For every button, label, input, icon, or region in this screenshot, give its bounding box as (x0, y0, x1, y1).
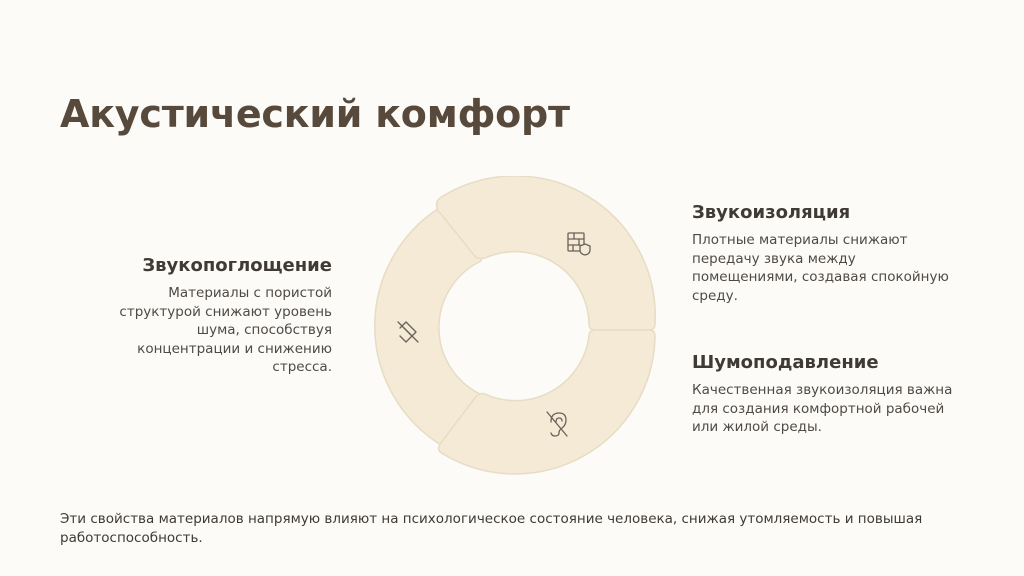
noise-reduction-block (692, 352, 962, 437)
page-title: Акустический комфорт (60, 92, 570, 136)
noise-reduction-heading: Шумоподавление (692, 352, 879, 373)
sound-insulation-text: Плотные материалы снижают передачу звука между помещениями, создавая спокойную среду. (692, 232, 949, 304)
cycle-diagram (360, 176, 670, 476)
sound-insulation-block (692, 202, 962, 305)
sound-insulation-heading: Звукоизоляция (692, 202, 851, 223)
sound-absorption-heading: Звукопоглощение (142, 255, 332, 276)
footer-note: Эти свойства материалов напрямую влияют на психологическое состояние человека, снижая утомляемость и повышая работоспособность. (60, 511, 923, 546)
noise-reduction-text: Качественная звукоизоляция важна для создания комфортной рабочей или жилой среды. (692, 382, 953, 435)
sound-absorption-text: Материалы с пористой структурой снижают уровень шума, способствуя концентрации и снижению стресса. (119, 285, 332, 375)
sound-absorption-block (90, 255, 332, 377)
